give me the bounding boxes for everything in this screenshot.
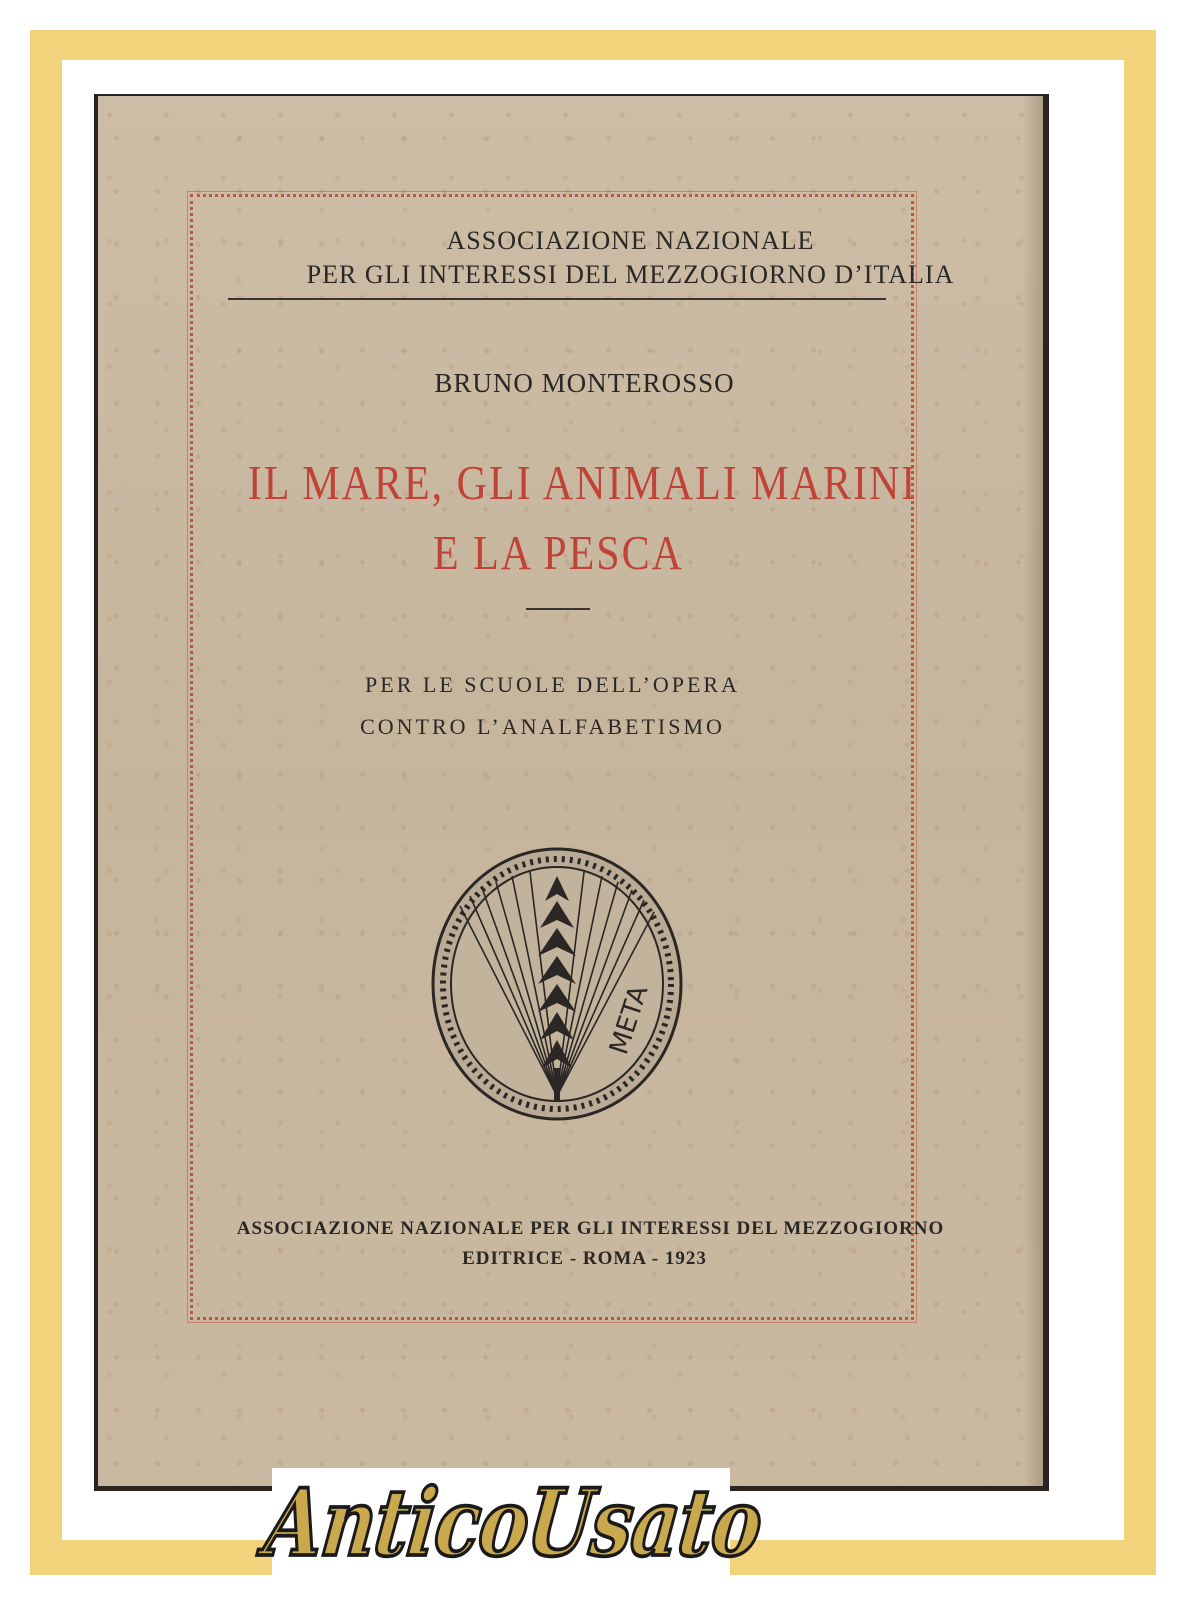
title-line-2: E LA PESCA bbox=[432, 527, 685, 581]
logo-text: AnticoUsato bbox=[259, 1470, 767, 1578]
cover-page-edge bbox=[1023, 96, 1043, 1486]
author-name: BRUNO MONTEROSSO bbox=[434, 368, 735, 398]
red-dotted-border bbox=[190, 194, 914, 1320]
header-rule bbox=[228, 298, 886, 300]
publisher-line-2: EDITRICE - ROMA - 1923 bbox=[462, 1248, 707, 1269]
title-line-1: IL MARE, GLI ANIMALI MARINI bbox=[247, 457, 918, 511]
subtitle-line-1: PER LE SCUOLE DELL’OPERA bbox=[365, 672, 740, 697]
association-line-2: PER GLI INTERESSI DEL MEZZOGIORNO D’ITALIA bbox=[306, 260, 955, 289]
title-rule bbox=[526, 608, 590, 610]
coin-inscription: META bbox=[604, 981, 655, 1059]
book-cover bbox=[98, 96, 1043, 1486]
subtitle-line-2: CONTRO L’ANALFABETISMO bbox=[360, 714, 725, 739]
association-line-1: ASSOCIAZIONE NAZIONALE bbox=[446, 226, 815, 255]
watermark-logo bbox=[259, 1468, 767, 1594]
wheat-coin-emblem bbox=[430, 846, 684, 1122]
publisher-line-1: ASSOCIAZIONE NAZIONALE PER GLI INTERESSI DEL MEZZOGIORNO bbox=[236, 1218, 945, 1239]
